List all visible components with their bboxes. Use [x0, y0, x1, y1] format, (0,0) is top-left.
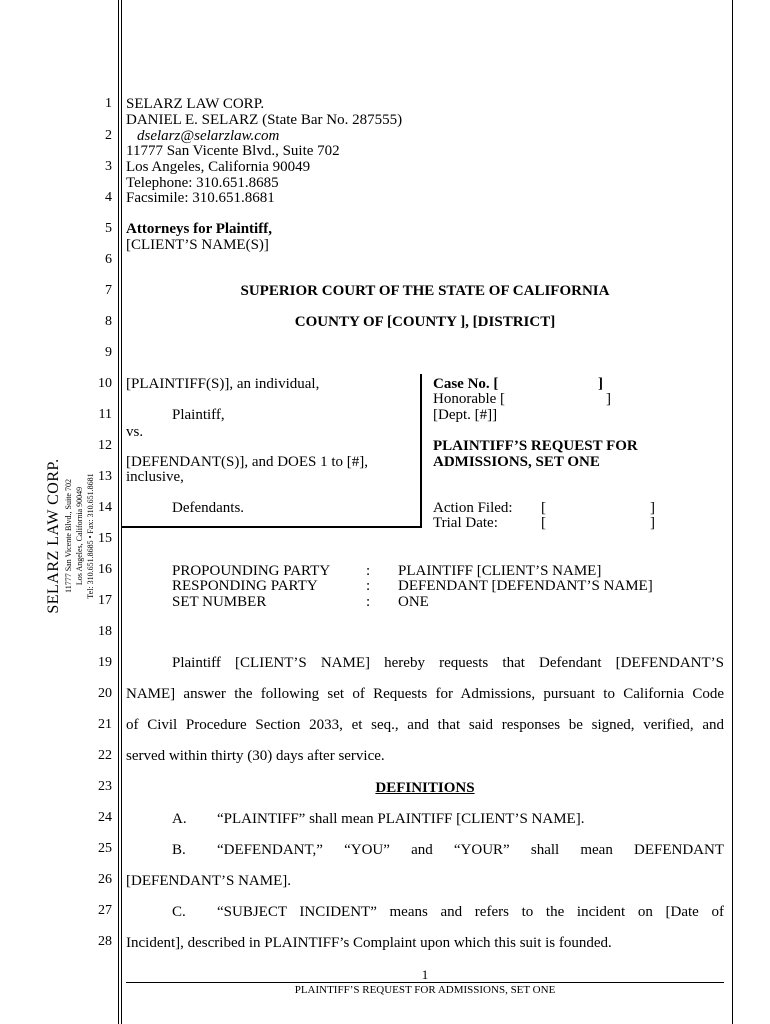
- line-number: 11: [98, 407, 112, 422]
- header-city: Los Angeles, California 90049: [126, 159, 311, 175]
- line-number: 28: [98, 934, 112, 949]
- case-number-close: ]: [598, 376, 603, 392]
- header-attorneys-for: Attorneys for Plaintiff,: [126, 221, 272, 237]
- page-number: 1: [421, 967, 429, 982]
- case-number-label: Case No. [: [433, 376, 499, 392]
- line-number: 20: [98, 686, 112, 701]
- action-filed-open: [: [541, 500, 546, 516]
- party-value: PLAINTIFF [CLIENT’S NAME]: [398, 563, 602, 579]
- definition-text: Incident], described in PLAINTIFF’s Complaint upon which this suit is founded.: [126, 935, 612, 951]
- header-street: 11777 San Vicente Blvd., Suite 702: [126, 143, 340, 159]
- line-number: 4: [105, 190, 112, 205]
- caption-inclusive: inclusive,: [126, 469, 184, 485]
- line-number: 13: [98, 469, 112, 484]
- definitions-heading: DEFINITIONS: [375, 780, 475, 796]
- line-number: 25: [98, 841, 112, 856]
- party-value: ONE: [398, 594, 429, 610]
- caption-defendant: [DEFENDANT(S)], and DOES 1 to [#],: [126, 454, 369, 470]
- caption-plaintiff-label: Plaintiff,: [172, 407, 225, 423]
- line-number: 7: [105, 283, 112, 298]
- line-number: 16: [98, 562, 112, 577]
- left-border-line-inner: [121, 0, 122, 1024]
- line-number: 18: [98, 624, 112, 639]
- line-number: 5: [105, 221, 112, 236]
- line-number: 9: [105, 345, 112, 360]
- line-number: 1: [105, 96, 112, 111]
- header-client: [CLIENT’S NAME(S)]: [126, 237, 269, 253]
- line-number: 26: [98, 872, 112, 887]
- line-number: 14: [98, 500, 112, 515]
- definition-letter: B.: [172, 842, 186, 858]
- action-filed-label: Action Filed:: [433, 500, 513, 516]
- trial-date-close: ]: [650, 515, 655, 531]
- honorable-label: Honorable [: [433, 391, 506, 407]
- right-border-line: [732, 0, 733, 1024]
- court-name: SUPERIOR COURT OF THE STATE OF CALIFORNIA: [240, 283, 610, 299]
- line-number: 22: [98, 748, 112, 763]
- line-number: 23: [98, 779, 112, 794]
- sidebar-address-line1: 11777 San Vicente Blvd., Suite 702: [64, 479, 73, 593]
- trial-date-label: Trial Date:: [433, 515, 498, 531]
- paragraph-line: served within thirty (30) days after service.: [126, 748, 385, 764]
- party-separator: :: [366, 578, 371, 594]
- caption-bottom-rule: [122, 526, 422, 528]
- left-border-line-outer: [118, 0, 119, 1024]
- party-label: SET NUMBER: [172, 594, 267, 610]
- line-number: 6: [105, 252, 112, 267]
- header-facsimile: Facsimile: 310.651.8681: [126, 190, 275, 206]
- footer-rule: [126, 982, 724, 983]
- caption-plaintiff: [PLAINTIFF(S)], an individual,: [126, 376, 320, 392]
- action-filed-close: ]: [650, 500, 655, 516]
- header-email-link[interactable]: dselarz@selarzlaw.com: [137, 128, 280, 144]
- court-county: COUNTY OF [COUNTY ], [DISTRICT]: [294, 314, 556, 330]
- party-value: DEFENDANT [DEFENDANT’S NAME]: [398, 578, 653, 594]
- document-title-line1: PLAINTIFF’S REQUEST FOR: [433, 438, 638, 454]
- caption-vertical-rule: [420, 374, 422, 528]
- header-attorney: DANIEL E. SELARZ (State Bar No. 287555): [126, 112, 403, 128]
- trial-date-open: [: [541, 515, 546, 531]
- header-telephone: Telephone: 310.651.8685: [126, 175, 279, 191]
- party-separator: :: [366, 594, 371, 610]
- line-number: 21: [98, 717, 112, 732]
- line-number: 10: [98, 376, 112, 391]
- line-number: 8: [105, 314, 112, 329]
- sidebar-firm-name: SELARZ LAW CORP.: [45, 458, 62, 614]
- line-number: 27: [98, 903, 112, 918]
- party-separator: :: [366, 563, 371, 579]
- header-firm: SELARZ LAW CORP.: [126, 96, 265, 112]
- definition-text: “PLAINTIFF” shall mean PLAINTIFF [CLIENT’S NAME].: [217, 811, 585, 827]
- definition-text: “DEFENDANT,” “YOU” and “YOUR” shall mean DEFENDANT: [217, 842, 724, 858]
- definition-text: “SUBJECT INCIDENT” means and refers to the incident on [Date of: [217, 904, 724, 920]
- line-number: 24: [98, 810, 112, 825]
- definition-letter: C.: [172, 904, 186, 920]
- caption-defendants-label: Defendants.: [172, 500, 245, 516]
- honorable-close: ]: [606, 391, 611, 407]
- line-number: 12: [98, 438, 112, 453]
- footer-title: PLAINTIFF’S REQUEST FOR ADMISSIONS, SET ONE: [294, 984, 556, 996]
- line-number: 2: [105, 128, 112, 143]
- party-label: RESPONDING PARTY: [172, 578, 318, 594]
- definition-letter: A.: [172, 811, 187, 827]
- document-title-line2: ADMISSIONS, SET ONE: [433, 454, 600, 470]
- line-number: 17: [98, 593, 112, 608]
- paragraph-line: NAME] answer the following set of Requests for Admissions, pursuant to California Code: [126, 686, 724, 702]
- line-number: 19: [98, 655, 112, 670]
- sidebar-address-line2: Los Angeles, California 90049: [75, 486, 84, 586]
- paragraph-line: Plaintiff [CLIENT’S NAME] hereby requests that Defendant [DEFENDANT’S: [172, 655, 724, 671]
- line-number: 3: [105, 159, 112, 174]
- caption-vs: vs.: [126, 424, 144, 440]
- definition-text: [DEFENDANT’S NAME].: [126, 873, 291, 889]
- dept-label: [Dept. [#]]: [433, 407, 498, 423]
- sidebar-phone-line: Tel: 310.651.8685 • Fax: 310.651.8681: [86, 473, 95, 599]
- paragraph-line: of Civil Procedure Section 2033, et seq., and that said responses be signed, verified, and: [126, 717, 724, 733]
- party-label: PROPOUNDING PARTY: [172, 563, 331, 579]
- line-number: 15: [98, 531, 112, 546]
